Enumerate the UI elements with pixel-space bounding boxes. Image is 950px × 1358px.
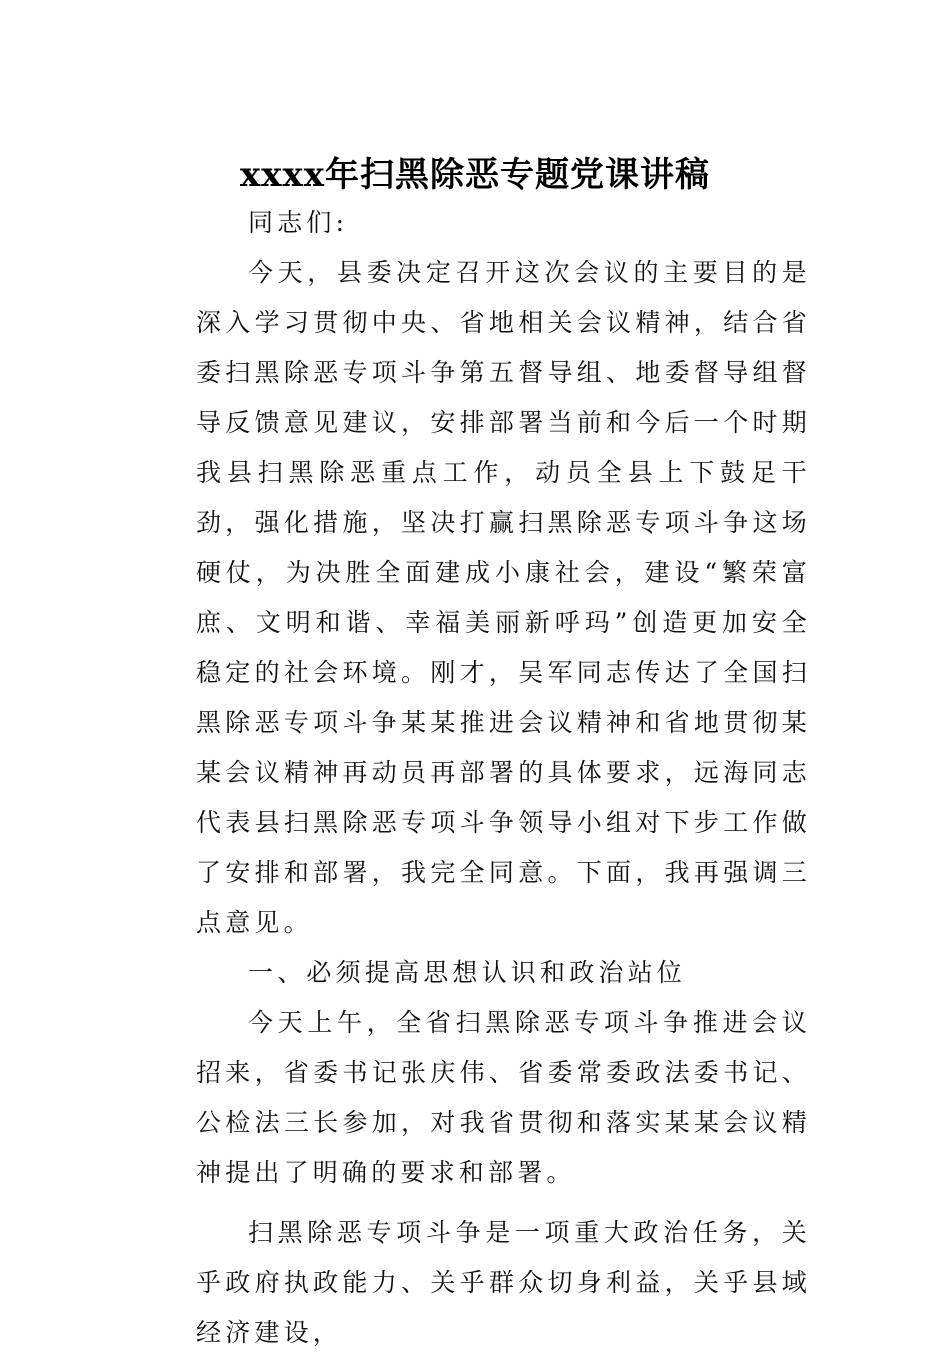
document-body: [196, 198, 811, 1358]
opening-paragraph: 今天，县委决定召开这次会议的主要目的是深入学习贯彻中央、省地相关会议精神，结合省委扫黑除恶专项斗争第五督导组、地委督导组督导反馈意见建议，安排部署当前和今后一个时期我县扫黑除恶重点工作，动员全县上下鼓足干劲，强化措施，坚决打赢扫黑除恶专项斗争这场硬仗，为决胜全面建成小康社会，建设“繁荣富庶、文明和谐、幸福美丽新呼玛”创造更加安全稳定的社会环境。刚才，吴军同志传达了全国扫黑除恶专项斗争某某推进会议精神和省地贯彻某某会议精神再动员再部署的具体要求，远海同志代表县扫黑除恶专项斗争领导小组对下步工作做了安排和部署，我完全同意。下面，我再强调三点意见。: [196, 258, 811, 937]
salutation-paragraph: 同志们:: [248, 208, 349, 237]
section-heading-1: 一、必须提高思想认识和政治站位: [248, 958, 687, 987]
body-paragraph: 扫黑除恶专项斗争是一项重大政治任务，关乎政府执政能力、关乎群众切身利益，关乎县域经济建设，: [196, 1218, 811, 1347]
body-paragraph: 今天上午，全省扫黑除恶专项斗争推进会议招来，省委书记张庆伟、省委常委政法委书记、公检法三长参加，对我省贯彻和落实某某会议精神提出了明确的要求和部署。: [196, 1008, 811, 1187]
document-title: xxxx年扫黑除恶专题党课讲稿: [239, 155, 711, 195]
